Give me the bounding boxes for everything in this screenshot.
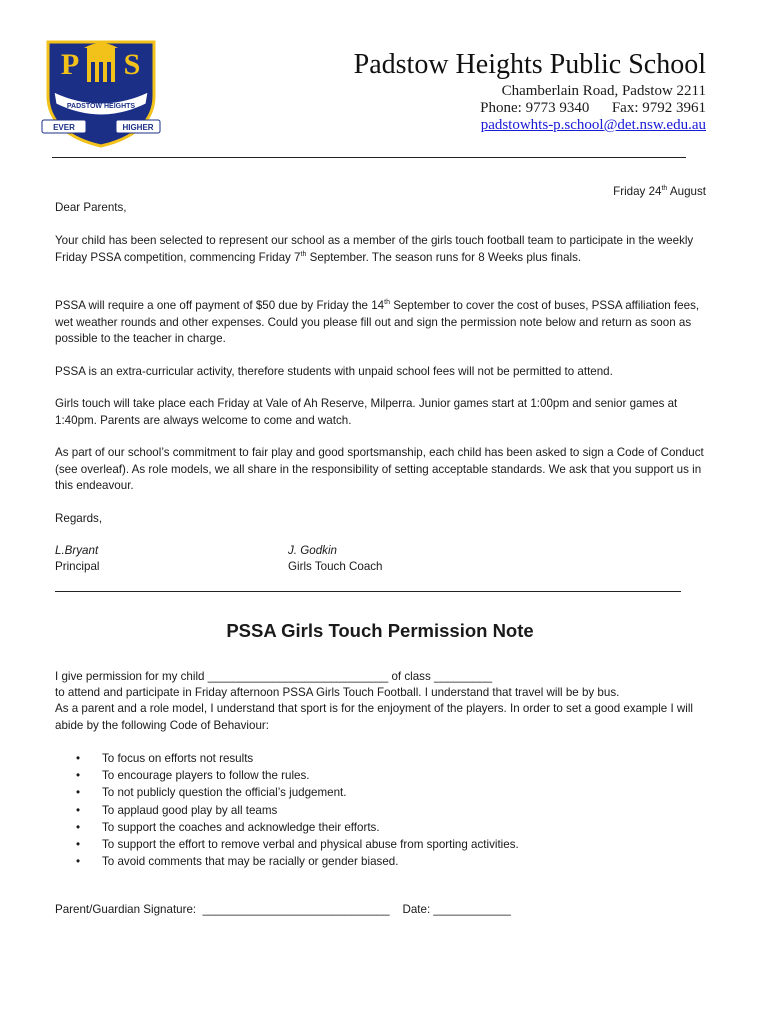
p1-text-b: September. The season runs for 8 Weeks plus finals. (306, 250, 582, 264)
paragraph-payment (55, 298, 705, 348)
school-phone-fax (480, 99, 706, 117)
p2-text-b: September to cover the cost of buses, PSSA affiliation fees, wet weather rounds and other expenses. Could you please fill out and sign the permission note below and return as soon as possible to the teacher in charge. (55, 299, 700, 345)
crest-letter-right: S (123, 48, 141, 81)
permission-title: PSSA Girls Touch Permission Note (226, 620, 534, 641)
crest-motto-left: EVER (53, 123, 75, 132)
school-fax: Fax: 9792 3961 (611, 100, 706, 116)
school-address: Chamberlain Road, Padstow 2211 (501, 83, 706, 99)
code-of-behaviour-list (55, 750, 705, 870)
list-item: • To support the coaches and acknowledge their efforts. (55, 819, 705, 836)
date-day: Friday 24 (613, 185, 662, 198)
list-item: • To not publicly question the official’s judgement. (55, 784, 705, 801)
letter-date (613, 184, 706, 200)
parent-signature-date-line[interactable]: Parent/Guardian Signature: _____________________________ Date: ____________ (55, 903, 511, 916)
crest-letter-left: P (60, 48, 80, 81)
date-ordinal: th (661, 185, 668, 193)
school-email-link[interactable]: padstowhts-p.school@det.nsw.edu.au (480, 117, 706, 133)
school-crest-logo (40, 36, 162, 150)
list-item: • To focus on efforts not results (55, 750, 705, 767)
school-name: Padstow Heights Public School (353, 49, 706, 80)
paragraph-conduct: As part of our school’s commitment to fair play and good sportsmanship, each child has been asked to sign a Code of Conduct (see overleaf). As role models, we all share in the responsibility of setting acceptable standards. We ask that you support us in this endeavour. (55, 446, 704, 492)
crest-motto-right: HIGHER (122, 123, 154, 132)
list-item: • To support the effort to remove verbal and physical abuse from sporting activities. (55, 836, 705, 853)
paragraph-venue: Girls touch will take place each Friday at Vale of Ah Reserve, Milperra. Junior games start at 1:00pm and senior games at 1:40pm. Parents are always welcome to come and watch. (55, 397, 678, 427)
header-divider (52, 157, 686, 158)
school-phone: Phone: 9773 9340 (480, 100, 590, 116)
signature-principal-role: Principal (55, 560, 100, 573)
signature-coach-name: J. Godkin (288, 544, 337, 557)
permission-role-model-line: As a parent and a role model, I understand that sport is for the enjoyment of the players. In order to set a good example I will abide by the following Code of Behaviour: (55, 702, 694, 732)
p1-ordinal: th (300, 250, 307, 258)
permission-attend-line: to attend and participate in Friday afternoon PSSA Girls Touch Football. I understand that travel will be by bus. (55, 686, 620, 699)
permission-child-line: I give permission for my child ____________________________ of class _________ (55, 670, 493, 683)
paragraph-fees: PSSA is an extra-curricular activity, therefore students with unpaid school fees will not be permitted to attend. (55, 365, 613, 378)
p2-ordinal: th (384, 299, 390, 307)
signature-principal-name: L.Bryant (55, 544, 99, 557)
paragraph-selection (55, 233, 705, 266)
regards: Regards, (55, 512, 103, 525)
tear-off-divider (55, 591, 681, 592)
date-month: August (667, 185, 706, 198)
p2-text-a: PSSA will require a one off payment of $50 due by Friday the 14 (55, 299, 385, 312)
signature-coach-role: Girls Touch Coach (288, 560, 383, 573)
p1-text-a: Your child has been selected to represent our school as a member of the girls touch football team to participate in the weekly Friday PSSA competition, commencing Friday 7 (55, 234, 694, 264)
list-item: • To avoid comments that may be racially or gender biased. (55, 853, 705, 870)
salutation: Dear Parents, (55, 201, 127, 214)
crest-ribbon-text: PADSTOW HEIGHTS (66, 103, 136, 110)
list-item: • To applaud good play by all teams (55, 802, 705, 819)
list-item: • To encourage players to follow the rules. (55, 767, 705, 784)
